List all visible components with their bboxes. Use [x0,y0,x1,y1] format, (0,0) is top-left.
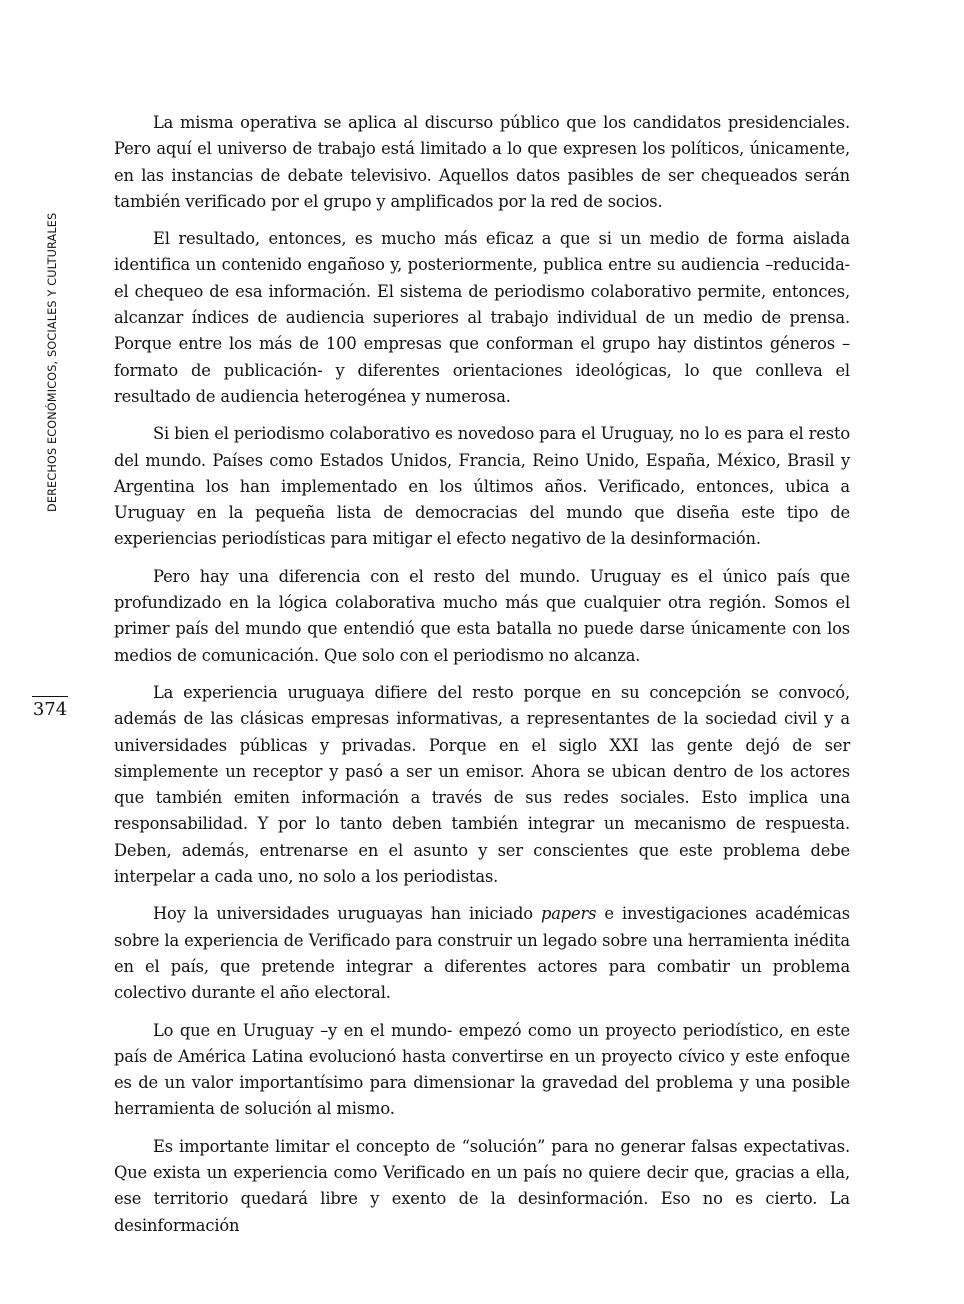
paragraph-text: La experiencia uruguaya difiere del resto porque en su concepción se convocó, además de las clásicas empresas informativas, a representantes de la sociedad civil y a universidades públicas y privadas. Porque en el siglo XXI las gente dejó de ser simplemente un receptor y pasó a ser un emisor. Ahora se ubican dentro de los actores que también emiten información a través de sus redes sociales. Esto implica una responsabilidad. Y por lo tanto deben también integrar un mecanismo de respuesta. Deben, además, entrenarse en el asunto y ser conscientes que este problema debe interpelar a cada uno, no solo a los periodistas. [114,682,850,887]
paragraph-text: El resultado, entonces, es mucho más eficaz a que si un medio de forma aislada identifica un contenido engañoso y, posteriormente, publica entre su audiencia –reducida- el chequeo de esa información. El sistema de periodismo colaborativo permite, entonces, alcanzar índices de audiencia superiores al trabajo individual de un medio de prensa. Porque entre los más de 100 empresas que conforman el grupo hay distintos géneros –formato de publicación- y diferentes orientaciones ideológicas, lo que conlleva el resultado de audiencia heterogénea y numerosa. [114,229,850,406]
paragraph-1 [114,110,850,215]
paragraph-text: Si bien el periodismo colaborativo es novedoso para el Uruguay, no lo es para el resto del mundo. Países como Estados Unidos, Francia, Reino Unido, España, México, Brasil y Argentina los han implementado en los últimos años. Verificado, entonces, ubica a Uruguay en la pequeña lista de democracias del mundo que diseña este tipo de experiencias periodísticas para mitigar el efecto negativo de la desinformación. [114,424,850,549]
paragraph-text: Hoy la universidades uruguayas han iniciado [153,904,541,924]
italic-term: papers [540,904,597,924]
paragraph-text: Lo que en Uruguay –y en el mundo- empezó como un proyecto periodístico, en este país de América Latina evolucionó hasta convertirse en un proyecto cívico y este enfoque es de un valor importantísimo para dimensionar la gravedad del problema y una posible herramienta de solución al mismo. [114,1020,850,1119]
paragraph-text-continued: e investigaciones académicas sobre la experiencia de Verificado para construir un legado sobre una herramienta inédita en el país, que pretende integrar a diferentes actores para combatir un problema colectivo durante el año electoral. [114,904,850,1003]
paragraph-text: Es importante limitar el concepto de “solución” para no generar falsas expectativas. Que exista un experiencia como Verificado en un país no quiere decir que, gracias a ella, ese territorio quedará libre y exento de la desinformación. Eso no es cierto. La desinformación [114,1136,850,1235]
paragraph-4 [114,564,850,669]
paragraph-5 [114,680,850,890]
paragraph-2 [114,226,850,410]
paragraph-8 [114,1134,850,1239]
body-text [114,110,850,1250]
paragraph-text: Pero hay una diferencia con el resto del mundo. Uruguay es el único país que profundizado en la lógica colaborativa mucho más que cualquier otra región. Somos el primer país del mundo que entendió que esta batalla no puede darse únicamente con los medios de comunicación. Que solo con el periodismo no alcanza. [114,566,850,665]
paragraph-text: La misma operativa se aplica al discurso público que los candidatos presidenciales. Pero aquí el universo de trabajo está limitado a lo que expresen los políticos, únicamente, en las instancias de debate televisivo. Aquellos datos pasibles de ser chequeados serán también verificado por el grupo y amplificados por la red de socios. [114,113,850,211]
paragraph-7 [114,1018,850,1123]
paragraph-3 [114,421,850,552]
page-number: 374 [32,696,68,720]
running-head: DERECHOS ECONÓMICOS, SOCIALES Y CULTURALES [46,212,59,512]
paragraph-6 [114,901,850,1006]
